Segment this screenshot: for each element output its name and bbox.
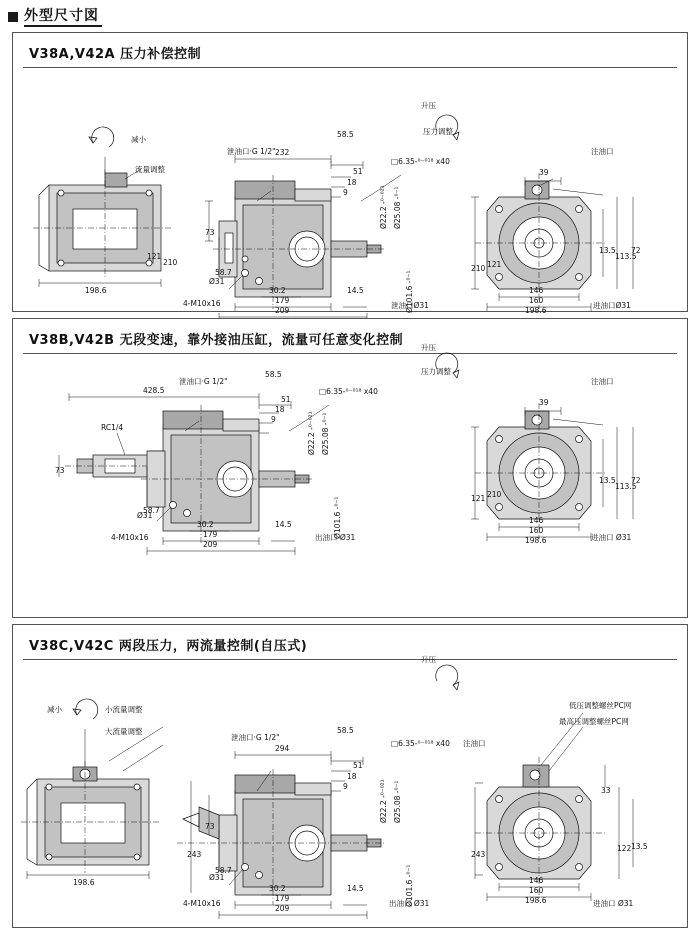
dim-a-13: 179 bbox=[275, 296, 290, 305]
label-increase-a: 升压 bbox=[421, 101, 436, 110]
dim-a-5: 39 bbox=[539, 168, 549, 177]
left-view-a bbox=[33, 127, 173, 287]
dim-b-0: 428.5 bbox=[143, 386, 165, 395]
label-shaft1-b: Ø22.2 -⁰⁻⁰²¹ bbox=[307, 411, 316, 455]
label-oil-fill-c: 注油口 bbox=[463, 739, 486, 748]
dim-a-20: 13.5 bbox=[599, 246, 616, 255]
dim-b-8: 30.2 bbox=[197, 520, 214, 529]
dim-a-2: 51 bbox=[353, 167, 363, 176]
page-title: 外型尺寸図 bbox=[24, 8, 102, 27]
right-view-a bbox=[436, 115, 633, 311]
drawing-canvas-a bbox=[13, 69, 687, 315]
dim-a-10: 73 bbox=[205, 228, 215, 237]
dim-c-1: 58.5 bbox=[337, 726, 354, 735]
label-large-flow-c: 大流量调整 bbox=[105, 727, 143, 736]
cylinder-view-b bbox=[59, 393, 329, 555]
section-divider bbox=[23, 659, 677, 660]
dim-b-17: 13.5 bbox=[599, 476, 616, 485]
dim-a-11: 58.7 bbox=[215, 268, 232, 277]
dim-a-15: 14.5 bbox=[347, 286, 364, 295]
dim-a-18: 160 bbox=[529, 296, 544, 305]
dim-a-0: 232 bbox=[275, 148, 290, 157]
label-drain-port-a: 泄油口·G 1/2" bbox=[227, 147, 276, 156]
drawing-canvas-c bbox=[13, 655, 687, 927]
label-shaft1-a: Ø22.2 -⁰⁻⁰²¹ bbox=[379, 185, 388, 229]
label-increase-c: 升压 bbox=[421, 655, 436, 664]
dim-b-14: 146 bbox=[529, 516, 544, 525]
dim-c-18: 122 bbox=[617, 844, 632, 853]
section-v38a-v42a bbox=[12, 32, 688, 315]
dim-a-7: 210 bbox=[163, 258, 178, 267]
dim-a-8: 210 bbox=[471, 264, 486, 273]
dim-b-3: 18 bbox=[275, 405, 285, 414]
dim-a-6: 121 bbox=[147, 252, 162, 261]
label-drain-port-b: 泄油口·G 1/2" bbox=[179, 377, 228, 386]
dim-b-7: 58.7 bbox=[143, 506, 160, 515]
dim-a-12: 30.2 bbox=[269, 286, 286, 295]
dim-c-16: 198.6 bbox=[525, 896, 547, 905]
label-outlet-b: 出油口 Ø31 bbox=[315, 533, 356, 542]
label-pressure-adjust-b: 压力调整 bbox=[421, 367, 451, 376]
label-flow-adjust-a: 流量调整 bbox=[135, 165, 165, 174]
dim-c-19: 13.5 bbox=[631, 842, 648, 851]
dim-b-13: 210 bbox=[487, 490, 502, 499]
section-title: V38C,V42C 两段压力，两流量控制(自压式) bbox=[29, 639, 308, 654]
label-inlet-c: 进油口 Ø31 bbox=[593, 899, 634, 908]
label-shaft2-a: Ø25.08 -⁰⁻¹ bbox=[393, 186, 402, 229]
label-inlet-b: 进油口 Ø31 bbox=[591, 533, 632, 542]
dim-b-19: 72 bbox=[631, 476, 641, 485]
section-v38b-v42b bbox=[12, 318, 688, 618]
dim-a-14: 209 bbox=[275, 306, 290, 315]
dim-b-4: 9 bbox=[271, 415, 276, 424]
section-title: V38A,V42A 压力补偿控制 bbox=[29, 47, 202, 62]
dim-b-16: 198.6 bbox=[525, 536, 547, 545]
dim-c-6: 243 bbox=[471, 850, 486, 859]
label-bolt-b: 4-M10x16 bbox=[111, 533, 149, 542]
label-d31-b: Ø31 bbox=[137, 511, 153, 520]
dim-c-15: 160 bbox=[529, 886, 544, 895]
dim-c-12: 14.5 bbox=[347, 884, 364, 893]
label-bolt-a: 4-M10x16 bbox=[183, 299, 221, 308]
label-drain-port-c: 泄油口·G 1/2" bbox=[231, 733, 280, 742]
dim-a-17: 146 bbox=[529, 286, 544, 295]
label-shaft1-c: Ø22.2 -⁰⁻⁰²¹ bbox=[379, 779, 388, 823]
dim-a-22: 72 bbox=[631, 246, 641, 255]
label-shaft2-c: Ø25.08 -⁰⁻¹ bbox=[393, 780, 402, 823]
dim-c-14: 146 bbox=[529, 876, 544, 885]
page-header bbox=[8, 6, 692, 28]
dim-c-13: 198.6 bbox=[73, 878, 95, 887]
drawing-canvas-b bbox=[13, 343, 687, 617]
dim-c-7: 73 bbox=[205, 822, 215, 831]
dim-c-10: 179 bbox=[275, 894, 290, 903]
drawing-a-svg bbox=[13, 69, 689, 313]
label-bore-b: Ø101.6 -⁰⁻¹ bbox=[333, 496, 342, 539]
dim-a-1: 58.5 bbox=[337, 130, 354, 139]
label-shaft2-b: Ø25.08 -⁰⁻¹ bbox=[321, 412, 330, 455]
dim-c-9: 30.2 bbox=[269, 884, 286, 893]
label-inlet-a: 进油口Ø31 bbox=[593, 301, 631, 310]
dim-c-17: 33 bbox=[601, 786, 611, 795]
dim-c-4: 9 bbox=[343, 782, 348, 791]
dim-c-5: 243 bbox=[187, 850, 202, 859]
label-oil-fill-b: 注油口 bbox=[591, 377, 614, 386]
label-high-pressure-screw-c: 最高压调整螺丝PC网 bbox=[559, 717, 629, 726]
label-thread-note-c: □6.35-⁰⁻⁰¹⁸ x40 bbox=[391, 739, 450, 748]
square-marker-icon bbox=[8, 12, 18, 22]
dim-b-1: 58.5 bbox=[265, 370, 282, 379]
dim-a-16: 198.6 bbox=[85, 286, 107, 295]
dim-b-9: 179 bbox=[203, 530, 218, 539]
dim-b-18: 113.5 bbox=[615, 482, 637, 491]
dim-b-2: 51 bbox=[281, 395, 291, 404]
label-outlet-c: 出油口 Ø31 bbox=[389, 899, 430, 908]
label-small-flow-c: 小流量调整 bbox=[105, 705, 143, 714]
dim-c-3: 18 bbox=[347, 772, 357, 781]
section-divider bbox=[23, 67, 677, 68]
dim-b-11: 14.5 bbox=[275, 520, 292, 529]
dim-c-0: 294 bbox=[275, 744, 290, 753]
label-oil-fill-a: 注油口 bbox=[591, 147, 614, 156]
label-low-pressure-screw-c: 低压调整螺丝PC网 bbox=[569, 701, 632, 710]
label-bolt-c: 4-M10x16 bbox=[183, 899, 221, 908]
dim-b-5: 39 bbox=[539, 398, 549, 407]
label-increase-b: 升压 bbox=[421, 343, 436, 352]
dim-c-2: 51 bbox=[353, 761, 363, 770]
dim-a-9: 121 bbox=[487, 260, 502, 269]
label-drain-small-a: 泄油口Ø31 bbox=[391, 301, 429, 310]
dim-a-4: 9 bbox=[343, 188, 348, 197]
center-view-a bbox=[205, 155, 401, 321]
label-d31-c: Ø31 bbox=[209, 873, 225, 882]
left-view-c bbox=[21, 699, 163, 879]
dim-b-12: 121 bbox=[471, 494, 486, 503]
section-title: V38B,V42B 无段变速，靠外接油压缸，流量可任意变化控制 bbox=[29, 333, 404, 348]
dim-c-8: 58.7 bbox=[215, 866, 232, 875]
section-divider bbox=[23, 353, 677, 354]
dim-a-3: 18 bbox=[347, 178, 357, 187]
dim-b-10: 209 bbox=[203, 540, 218, 549]
label-rc14-b: RC1/4 bbox=[101, 423, 124, 432]
label-decrease-c: 减小 bbox=[47, 705, 62, 714]
label-thread-note-b: □6.35-⁰⁻⁰¹⁸ x40 bbox=[319, 387, 378, 396]
dim-b-6: 73 bbox=[55, 466, 65, 475]
label-pressure-adjust-a: 压力调整 bbox=[423, 127, 453, 136]
label-decrease-a: 减小 bbox=[131, 135, 146, 144]
dim-c-11: 209 bbox=[275, 904, 290, 913]
label-thread-note-a: □6.35-⁰⁻⁰¹⁸ x40 bbox=[391, 157, 450, 166]
dim-a-19: 198.6 bbox=[525, 306, 547, 315]
label-d31-a: Ø31 bbox=[209, 277, 225, 286]
label-bore-a: Ø101.6 -⁰⁻¹ bbox=[405, 270, 414, 313]
label-bore-c: Ø101.6 -⁰⁻¹ bbox=[405, 864, 414, 907]
dim-a-21: 113.5 bbox=[615, 252, 637, 261]
dim-b-15: 160 bbox=[529, 526, 544, 535]
section-v38c-v42c bbox=[12, 624, 688, 928]
